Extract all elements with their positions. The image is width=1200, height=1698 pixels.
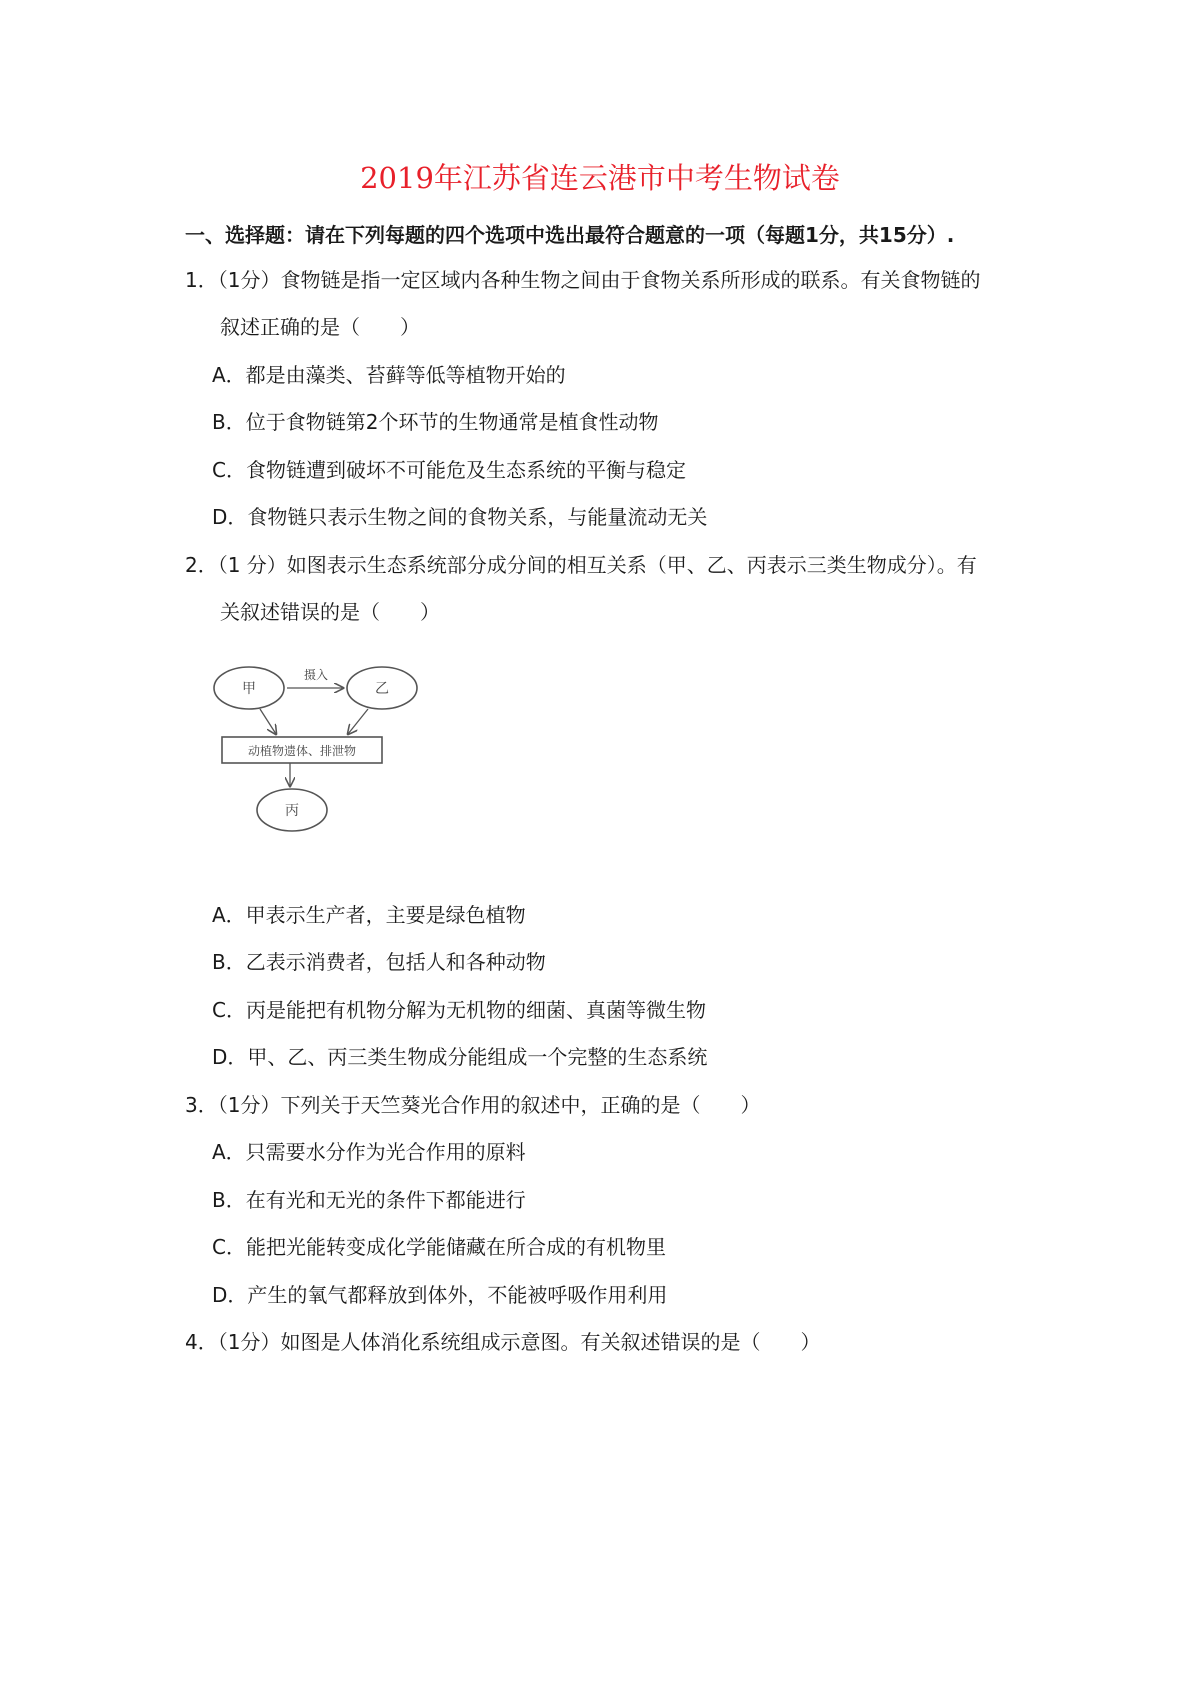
question-1-option-a: A．都是由藻类、苔藓等低等植物开始的 bbox=[212, 363, 566, 387]
question-2-option-a: A．甲表示生产者，主要是绿色植物 bbox=[212, 903, 526, 927]
question-2-option-c: C．丙是能把有机物分解为无机物的细菌、真菌等微生物 bbox=[212, 998, 706, 1022]
question-1-stem: 1．（1分）食物链是指一定区域内各种生物之间由于食物关系所形成的联系。有关食物链的 bbox=[185, 268, 981, 292]
arrow-consumer-to-box bbox=[348, 709, 368, 734]
question-2-option-b: B．乙表示消费者，包括人和各种动物 bbox=[212, 950, 546, 974]
arrow-producer-to-box bbox=[260, 709, 276, 734]
question-3-option-b: B．在有光和无光的条件下都能进行 bbox=[212, 1188, 526, 1212]
question-2-option-d: D．甲、乙、丙三类生物成分能组成一个完整的生态系统 bbox=[212, 1045, 708, 1069]
node-consumer-label: 乙 bbox=[375, 681, 389, 697]
question-2-stem-cont: 关叙述错误的是（ ） bbox=[220, 600, 440, 624]
node-decomposer-label: 丙 bbox=[285, 803, 299, 819]
question-1-stem-cont: 叙述正确的是（ ） bbox=[220, 315, 420, 339]
question-3-option-c: C．能把光能转变成化学能储藏在所合成的有机物里 bbox=[212, 1235, 666, 1259]
question-1-option-d: D．食物链只表示生物之间的食物关系，与能量流动无关 bbox=[212, 505, 708, 529]
question-3-option-a: A．只需要水分作为光合作用的原料 bbox=[212, 1140, 526, 1164]
ecosystem-diagram bbox=[212, 665, 432, 845]
question-3-option-d: D．产生的氧气都释放到体外，不能被呼吸作用利用 bbox=[212, 1283, 668, 1307]
question-3-stem: 3．（1分）下列关于天竺葵光合作用的叙述中，正确的是（ ） bbox=[185, 1093, 761, 1117]
remains-box-label: 动植物遗体、排泄物 bbox=[247, 744, 357, 758]
question-1-option-b: B．位于食物链第2个环节的生物通常是植食性动物 bbox=[212, 410, 659, 434]
node-producer-label: 甲 bbox=[242, 681, 256, 697]
section-heading: 一、选择题：请在下列每题的四个选项中选出最符合题意的一项（每题1分，共15分）. bbox=[185, 223, 955, 247]
page-title: 2019年江苏省连云港市中考生物试卷 bbox=[360, 161, 840, 195]
question-1-option-c: C．食物链遭到破坏不可能危及生态系统的平衡与稳定 bbox=[212, 458, 686, 482]
question-4-stem: 4．（1分）如图是人体消化系统组成示意图。有关叙述错误的是（ ） bbox=[185, 1330, 821, 1354]
question-2-stem: 2．（1 分）如图表示生态系统部分成分间的相互关系（甲、乙、丙表示三类生物成分）。有 bbox=[185, 553, 977, 577]
arrow-ingest-label: 摄入 bbox=[303, 668, 329, 682]
